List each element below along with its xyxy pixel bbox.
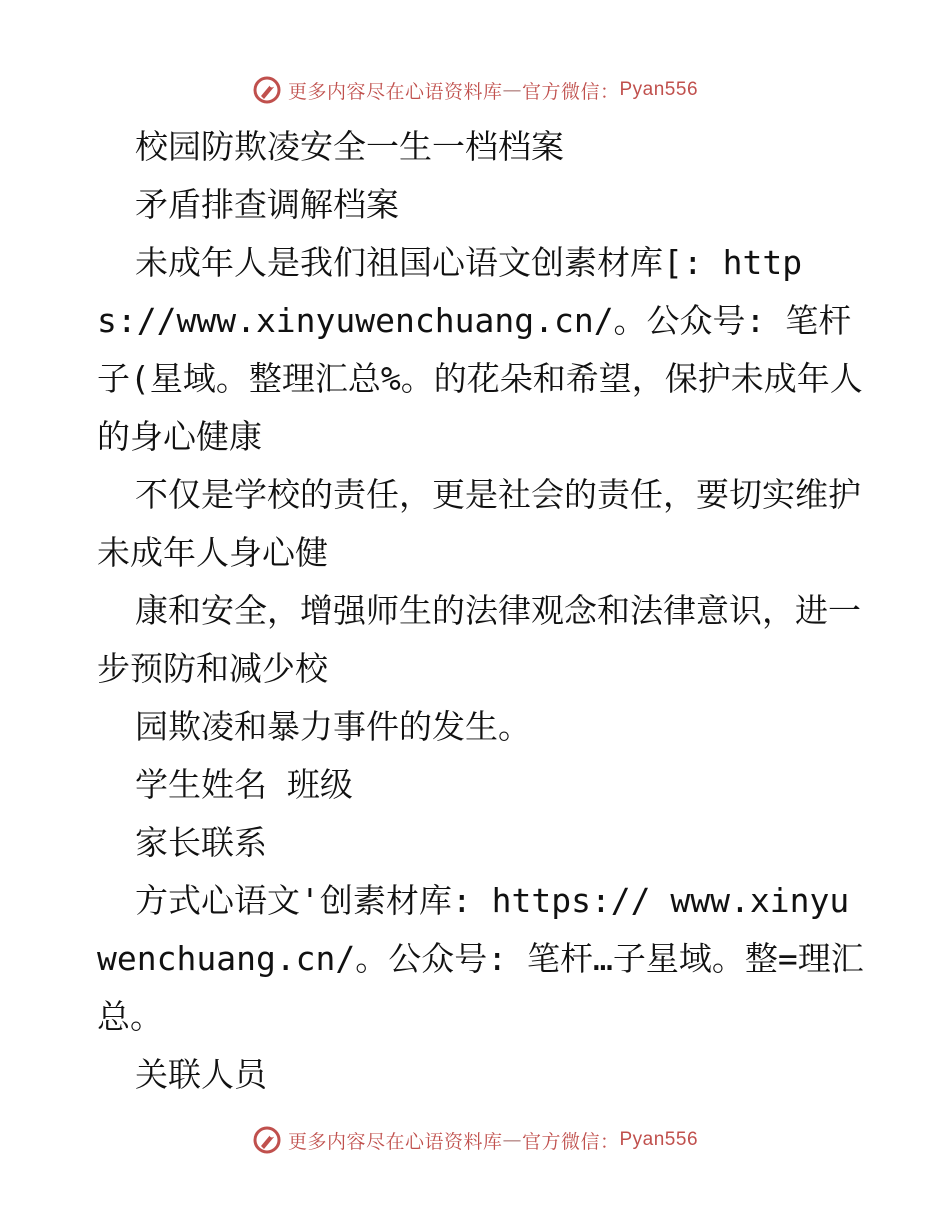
- banner-wechat-handle: Pyan556: [619, 1129, 699, 1150]
- banner-wechat-label: 官方微信：: [521, 1130, 620, 1153]
- footer-banner: [0, 1120, 950, 1160]
- paragraph: 园欺凌和暴力事件的发生。: [135, 707, 531, 746]
- pen-nib-logo-icon: [252, 75, 282, 105]
- form-field-parent-contact: 家长联系: [135, 823, 267, 862]
- banner-brand-text: 更多内容尽在心语资料库: [287, 1130, 503, 1153]
- banner-dash: —: [502, 1129, 522, 1151]
- header-banner: [0, 70, 950, 110]
- banner-brand-text: 更多内容尽在心语资料库: [287, 80, 503, 103]
- doc-subtitle: 矛盾排查调解档案: [135, 185, 399, 224]
- banner-dash: —: [502, 79, 522, 101]
- paragraph: 方式心语文'创素材库: https:// www.xinyuwenchuang.cn/。公众号: 笔杆…子星域。整=理汇总。: [97, 881, 864, 1036]
- document-body: [97, 118, 867, 1104]
- form-field-student-class: 学生姓名 班级: [135, 765, 353, 804]
- paragraph: 不仅是学校的责任，更是社会的责任，要切实维护未成年人身心健: [97, 475, 861, 572]
- doc-title: 校园防欺凌安全一生一档档案: [135, 127, 564, 166]
- form-field-related-persons: 关联人员: [135, 1055, 267, 1094]
- paragraph: 康和安全，增强师生的法律观念和法律意识，进一步预防和减少校: [97, 591, 861, 688]
- banner-wechat-label: 官方微信：: [521, 80, 620, 103]
- paragraph: 未成年人是我们祖国心语文创素材库[: https://www.xinyuwenchuang.cn/。公众号: 笔杆子(星域。整理汇总%。的花朵和希望，保护未成年人的身心健康: [97, 243, 863, 456]
- banner-wechat-handle: Pyan556: [619, 79, 699, 100]
- pen-nib-logo-icon: [252, 1125, 282, 1155]
